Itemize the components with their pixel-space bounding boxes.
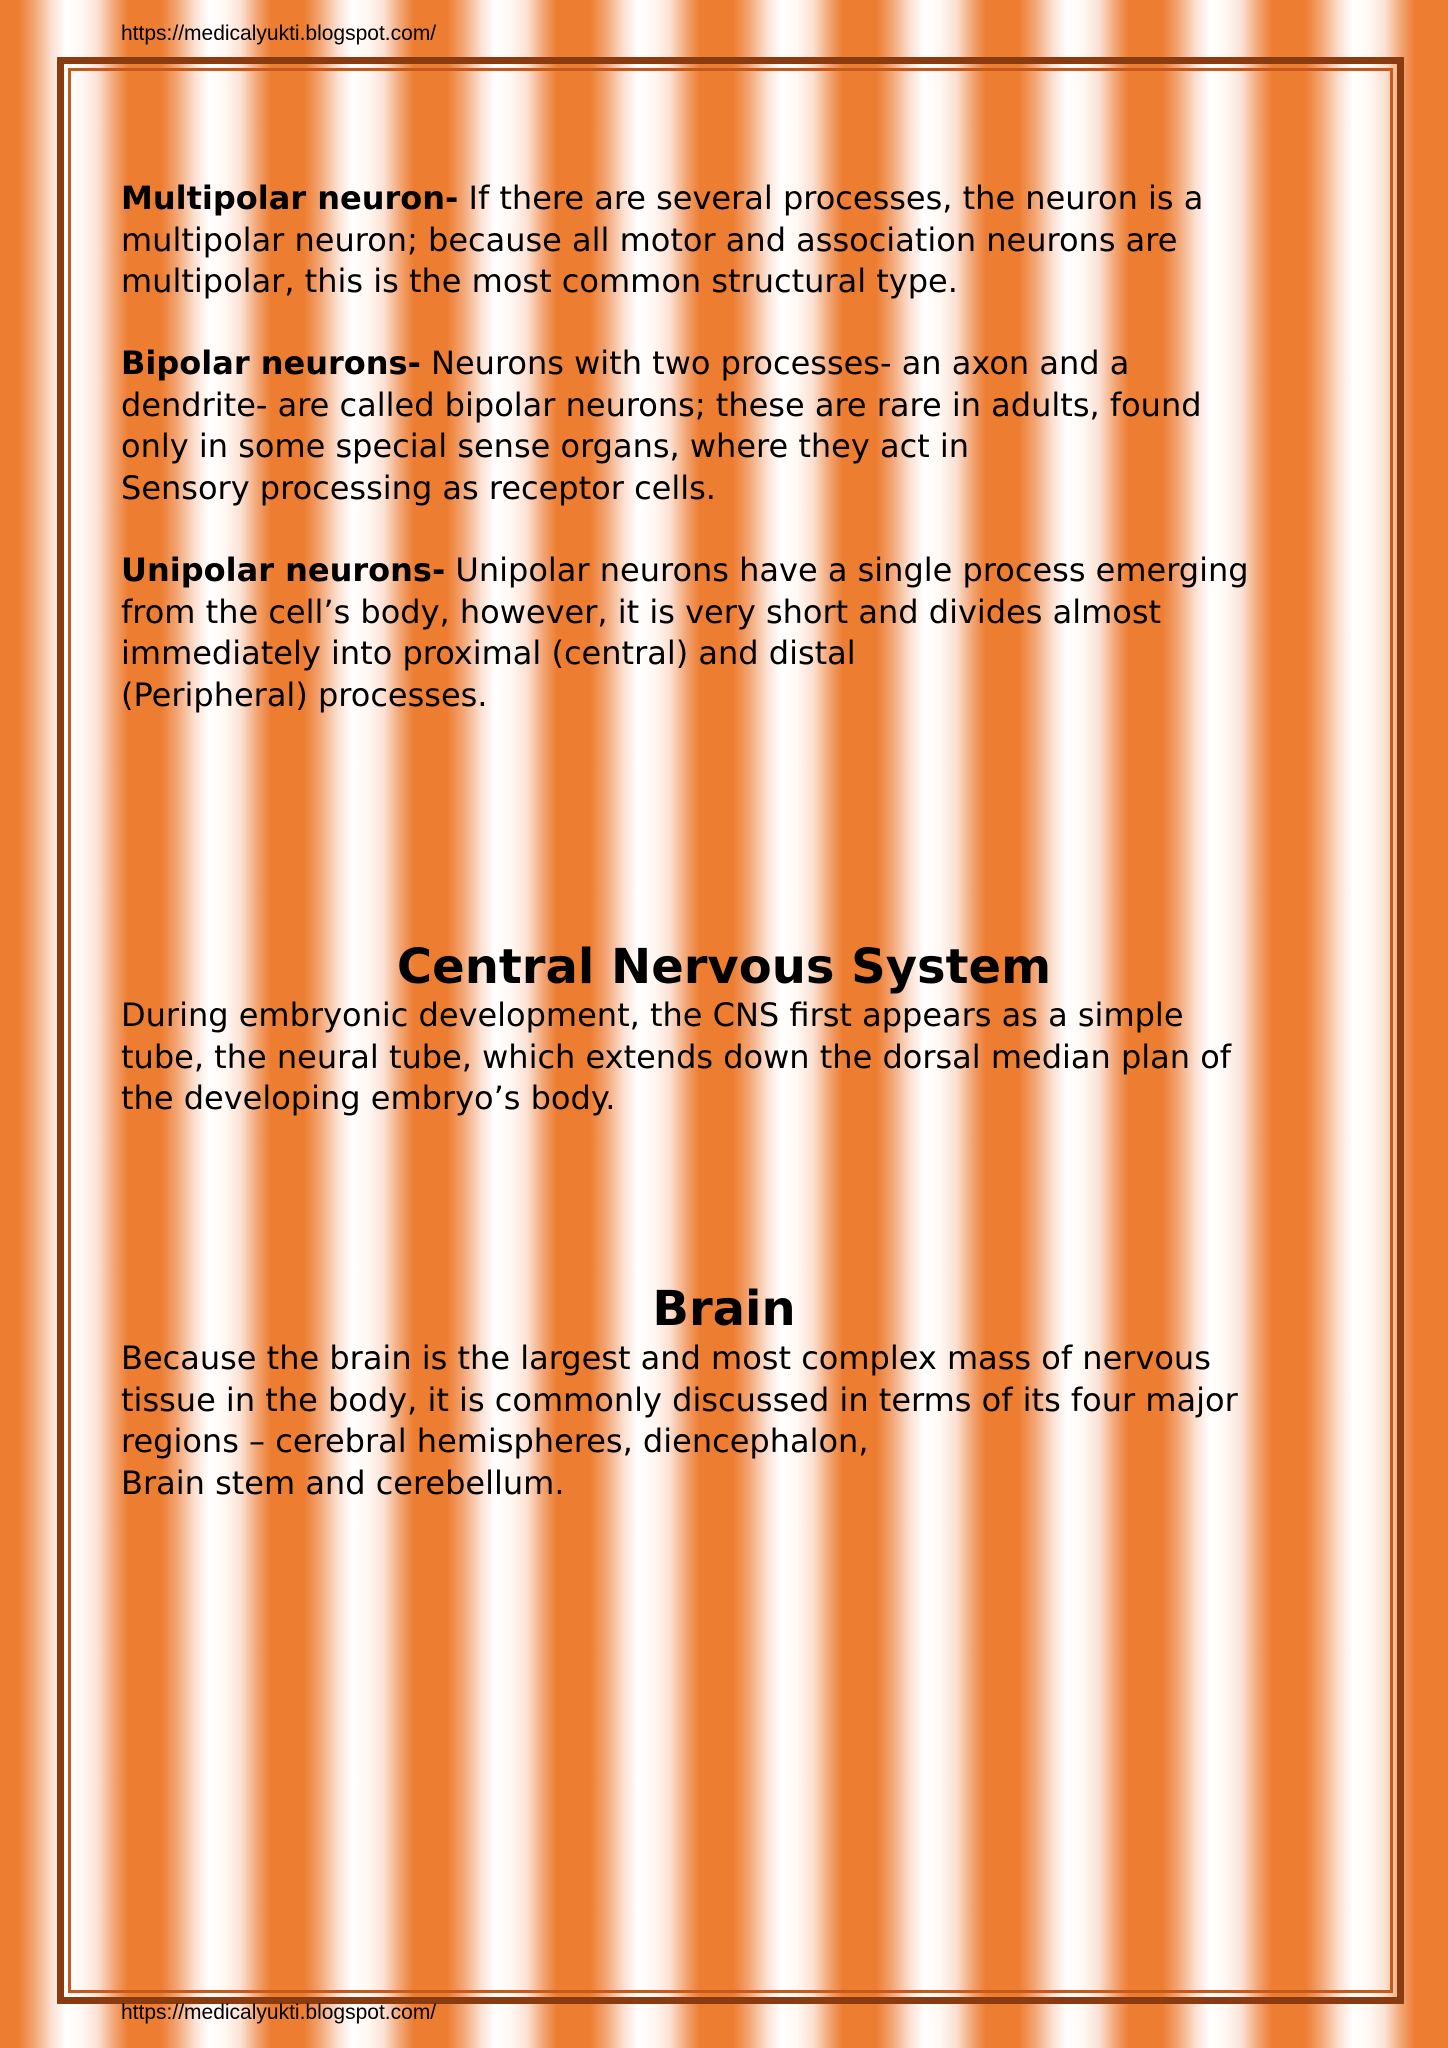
unipolar-text-1: Unipolar neurons have a single process emerging (445, 551, 1249, 589)
brain-line-3: regions – cerebral hemispheres, diencephalon, (121, 1422, 869, 1460)
brain-line-4: Brain stem and cerebellum. (121, 1463, 565, 1502)
cns-line-3: the developing embryo’s body. (121, 1079, 616, 1117)
cns-line-1: During embryonic development, the CNS first appears as a simple (121, 996, 1184, 1034)
bipolar-line-2: dendrite- are called bipolar neurons; these are rare in adults, found (121, 385, 1202, 424)
bipolar-paragraph (121, 343, 1202, 509)
multipolar-text-1: If there are several processes, the neuron is a (458, 179, 1204, 217)
multipolar-line-1 (121, 178, 1203, 220)
cns-line-2: tube, the neural tube, which extends down the dorsal median plan of (121, 1037, 1232, 1076)
bipolar-line-1 (121, 343, 1202, 385)
multipolar-line-2: multipolar neuron; because all motor and association neurons are (121, 220, 1178, 259)
unipolar-term: Unipolar neurons- (121, 551, 446, 589)
bipolar-line-3: only in some special sense organs, where they act in (121, 427, 970, 465)
bipolar-text-1: Neurons with two processes- an axon and a (420, 344, 1130, 382)
unipolar-line-2: from the cell’s body, however, it is very short and divides almost (121, 592, 1162, 631)
brain-line-1: Because the brain is the largest and most complex mass of nervous (121, 1339, 1211, 1377)
unipolar-line-1 (121, 550, 1249, 592)
bipolar-term: Bipolar neurons- (121, 344, 421, 382)
multipolar-term: Multipolar neuron- (121, 179, 459, 217)
multipolar-line-3: multipolar, this is the most common structural type. (121, 262, 958, 300)
footer-url[interactable]: https://medicalyukti.blogspot.com/ (121, 2001, 437, 2024)
header-url[interactable]: https://medicalyukti.blogspot.com/ (121, 22, 437, 45)
document-body (121, 0, 1341, 2048)
cns-heading: Central Nervous System (396, 939, 1052, 995)
unipolar-line-4: (Peripheral) processes. (121, 675, 488, 714)
multipolar-paragraph (121, 178, 1203, 303)
cns-paragraph (121, 995, 1231, 1120)
brain-paragraph (121, 1338, 1238, 1504)
unipolar-line-3: immediately into proximal (central) and distal (121, 634, 856, 672)
brain-heading: Brain (652, 1281, 796, 1337)
brain-line-2: tissue in the body, it is commonly discussed in terms of its four major (121, 1380, 1238, 1419)
bipolar-line-4: Sensory processing as receptor cells. (121, 468, 716, 507)
unipolar-paragraph (121, 550, 1249, 716)
